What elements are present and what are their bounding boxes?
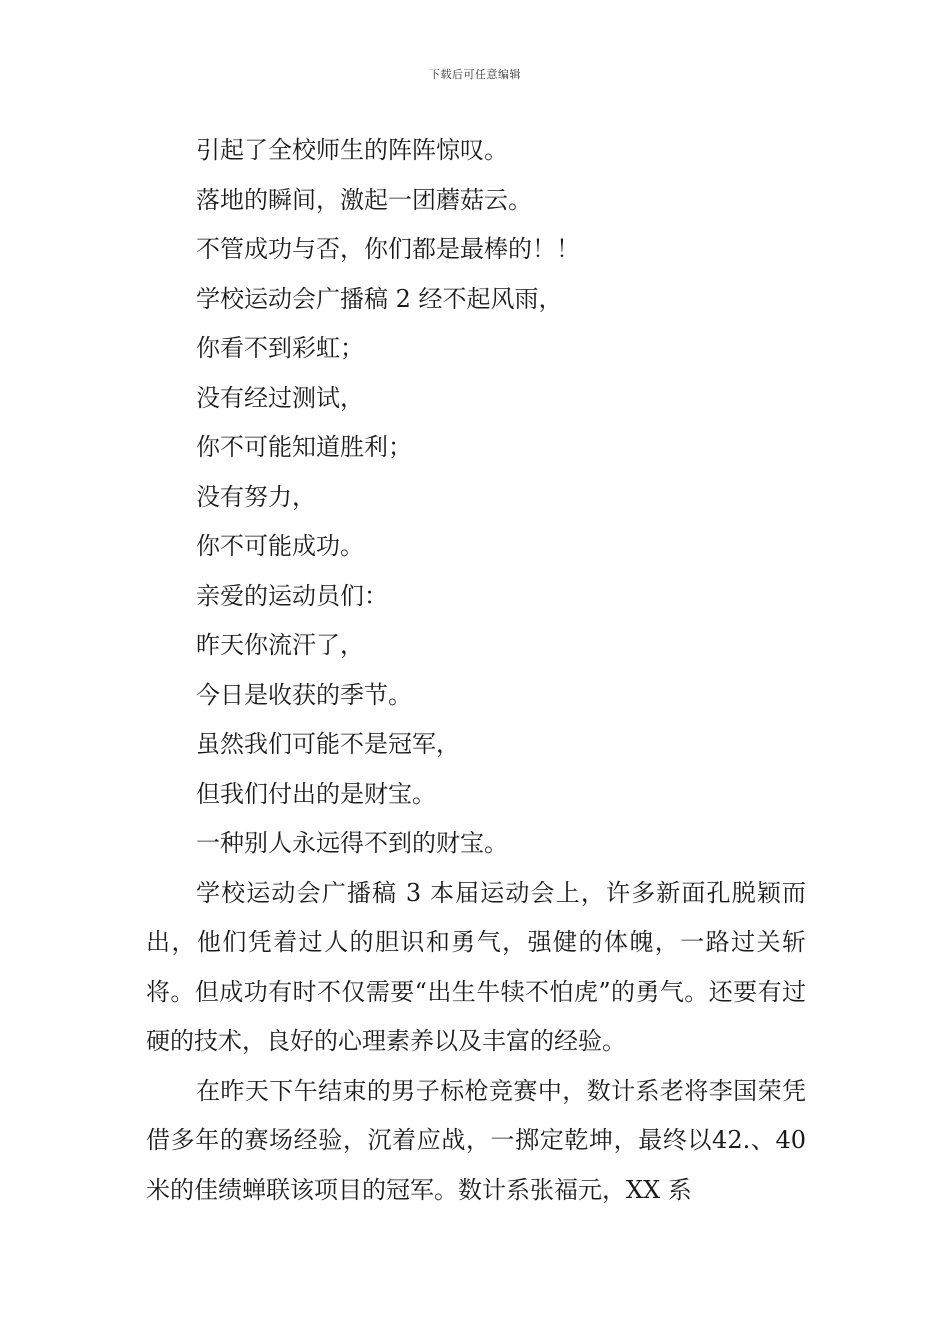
text-line: 学校运动会广播稿 2 经不起风雨， — [196, 284, 563, 313]
text-line: 一种别人永远得不到的财宝。 — [196, 829, 508, 857]
text-line: 亲爱的运动员们： — [196, 581, 388, 610]
text-line: 昨天你流汗了， — [196, 631, 364, 659]
text-line: 你看不到彩虹； — [196, 334, 364, 362]
text-line: 没有努力， — [196, 482, 316, 511]
text-line: 你不可能知道胜利； — [196, 433, 412, 461]
text-line: 落地的瞬间，激起一团蘑菇云。 — [196, 185, 532, 214]
document-body — [146, 126, 806, 1215]
page-header-note: 下载后可任意编辑 — [429, 68, 521, 81]
body-paragraph: 在昨天下午结束的男子标枪竞赛中，数计系老将李国荣凭借多年的赛场经验，沉着应战，一掷定乾坤，最终以42.、40 米的佳绩蝉联该项目的冠军。数计系张福元，XX 系 — [146, 1076, 806, 1204]
text-line: 不管成功与否，你们都是最棒的！！ — [196, 235, 580, 263]
text-line: 引起了全校师生的阵阵惊叹。 — [196, 136, 508, 164]
body-paragraph: 学校运动会广播稿 3 本届运动会上，许多新面孔脱颖而出，他们凭着过人的胆识和勇气，强健的体魄，一路过关斩将。但成功有时不仅需要“出生牛犊不怕虎”的勇气。还要有过硬的技术，良好的心理素养以及丰富的经验。 — [146, 878, 806, 1055]
text-line: 你不可能成功。 — [196, 532, 364, 560]
text-line: 但我们付出的是财宝。 — [196, 779, 436, 808]
text-line: 今日是收获的季节。 — [196, 680, 412, 709]
text-line: 虽然我们可能不是冠军， — [196, 730, 460, 758]
text-line: 没有经过测试， — [196, 383, 364, 412]
